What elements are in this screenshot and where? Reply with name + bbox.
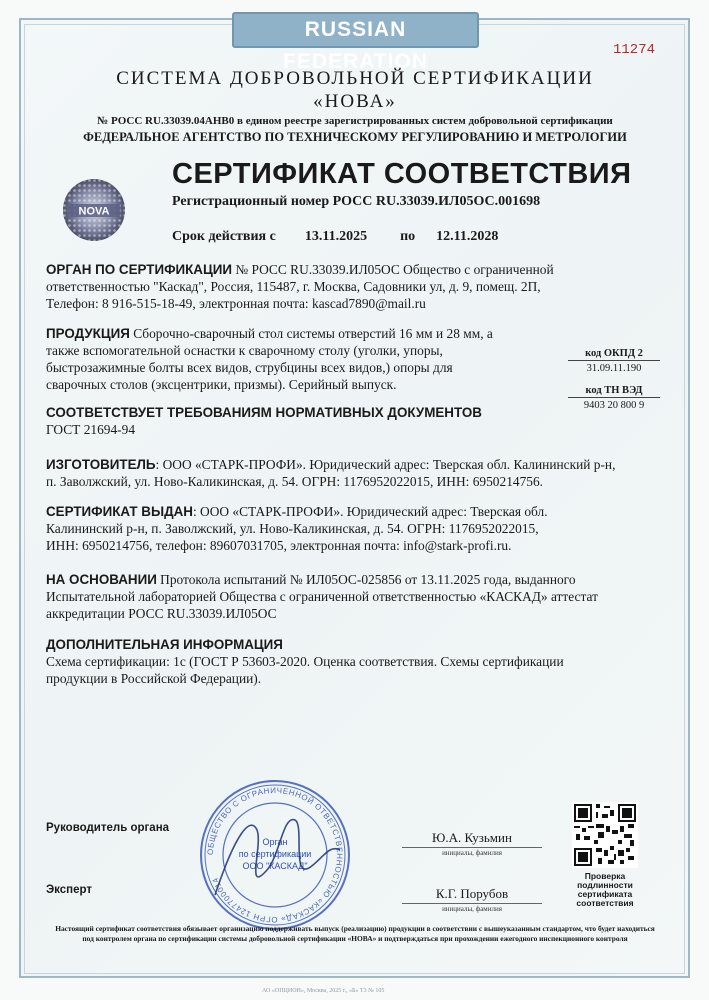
basis-label: НА ОСНОВАНИИ (46, 572, 157, 587)
head-name-caption: инициалы, фамилия (442, 849, 502, 857)
verification-qr-code[interactable] (572, 802, 638, 868)
organ-stamp (195, 775, 355, 935)
qr-caption (560, 872, 650, 908)
issued-to-text-line2: Калининский р-н, п. Заволжский, ул. Ново-Каликинская, д. 54. ОГРН: 1176952022015, (46, 521, 539, 536)
product-text-line2: также вспомогательной оснастки к сварочному столу (уголки, упоры, (46, 343, 443, 358)
issued-to-label: СЕРТИФИКАТ ВЫДАН (46, 504, 193, 519)
head-name: Ю.А. Кузьмин (432, 830, 512, 845)
issued-to-section (46, 503, 664, 554)
system-title-line2: «НОВА» (313, 91, 397, 112)
manufacturer-text-line1: : ООО «СТАРК-ПРОФИ». Юридический адрес: Тверская обл. Калининский р-н, (155, 457, 616, 472)
expert-name: К.Г. Порубов (435, 886, 509, 901)
product-text-line3: быстрозажимные болты всех видов, струбцины всех видов,) опоры для (46, 360, 453, 375)
nova-hologram-logo (62, 178, 126, 242)
requirements-section (46, 404, 664, 438)
expert-signature-line (402, 903, 542, 904)
organ-text-line2: ответственностью "Каскад", Россия, 115487, г. Москва, Садовники ул, д. 9, помещ. 2П, (46, 279, 541, 294)
valid-to-date: 12.11.2028 (436, 229, 499, 244)
stamp-ring-text: ОБЩЕСТВО С ОГРАНИЧЕННОЙ ОТВЕТСТВЕННОСТЬЮ «КАСКАД» ОГРН 1247700014 (205, 785, 345, 925)
product-section (46, 325, 561, 393)
footer-line2: под контролем органа по сертификации системы добровольной сертификации «НОВА» и подтверждаться при прохождении ежегодного инспекционного контроля (82, 934, 628, 943)
basis-text-line3: аккредитации РОСС RU.33039.ИЛ05ОС (46, 606, 277, 621)
okpd-label: код ОКПД 2 (568, 348, 660, 361)
printer-imprint: АО «ОПЦИОН», Москва, 2025 г., «Б» Т3 № 105 (262, 988, 385, 994)
registration-number (172, 194, 540, 210)
validity-label: Срок действия с (172, 229, 276, 244)
logo-text: NOVA (78, 205, 110, 218)
stamp-center-line3: ООО "КАСКАД" (242, 861, 308, 871)
expert-role: Эксперт (46, 884, 93, 896)
qr-caption-line2: подлинности (577, 880, 633, 890)
head-signature-line (402, 847, 542, 848)
requirements-label: СООТВЕТСТВУЕТ ТРЕБОВАНИЯМ НОРМАТИВНЫХ ДОКУМЕНТОВ (46, 405, 482, 420)
tnved-value: 9403 20 800 9 (583, 400, 645, 411)
qr-caption-line4: соответствия (576, 898, 634, 908)
country-banner: RUSSIAN FEDERATION (232, 12, 479, 48)
organ-text-line1: № РОСС RU.33039.ИЛ05ОС Общество с ограниченной (232, 262, 554, 277)
footer-notice (54, 924, 656, 944)
registration-number-value: РОСС RU.33039.ИЛ05ОС.001698 (332, 194, 541, 209)
additional-text-line2: продукции в Российской Федерации). (46, 671, 262, 686)
okpd-value: 31.09.11.190 (586, 363, 642, 374)
tnved-label: код ТН ВЭД (568, 385, 660, 398)
organ-label: ОРГАН ПО СЕРТИФИКАЦИИ (46, 262, 233, 277)
qr-caption-line3: сертификата (577, 889, 633, 899)
basis-text-line2: Испытательной лабораторией Общества с ограниченной ответственностью «КАСКАД» аттестат (46, 589, 598, 604)
basis-text-line1: Протокола испытаний № ИЛ05ОС-025856 от 13.11.2025 года, выданного (156, 572, 576, 587)
footer-line1: Настоящий сертификат соответствия обязывает организацию поддерживать выпуск (реализацию) продукции в соответствии с вышеуказанным стандартом, что будет находиться (55, 924, 655, 933)
qr-caption-line1: Проверка (584, 871, 626, 881)
valid-from-date: 13.11.2025 (304, 229, 368, 244)
system-registry-line: № РОСС RU.33039.04АНВ0 в едином реестре зарегистрированных систем добровольной сертификации (97, 115, 613, 127)
organ-section (46, 261, 664, 312)
manufacturer-label: ИЗГОТОВИТЕЛЬ (46, 457, 156, 472)
expert-name-caption: инициалы, фамилия (442, 905, 502, 913)
registration-number-label: Регистрационный номер (172, 194, 330, 209)
system-title-line1: СИСТЕМА ДОБРОВОЛЬНОЙ СЕРТИФИКАЦИИ (116, 68, 594, 89)
additional-section (46, 636, 664, 687)
okpd-code (568, 348, 660, 374)
organ-text-line3: Телефон: 8 916-515-18-49, электронная почта: kascad7890@mail.ru (46, 296, 426, 311)
product-label: ПРОДУКЦИЯ (46, 326, 130, 341)
agency-line: ФЕДЕРАЛЬНОЕ АГЕНТСТВО ПО ТЕХНИЧЕСКОМУ РЕГУЛИРОВАНИЮ И МЕТРОЛОГИИ (83, 130, 627, 144)
manufacturer-text-line2: п. Заволжский, ул. Ново-Каликинская, д. 54. ОГРН: 1176952022015, ИНН: 6950214756. (46, 474, 544, 489)
issued-to-text-line1: : ООО «СТАРК-ПРОФИ». Юридический адрес: Тверская обл. (192, 504, 548, 519)
product-text-line1: Сборочно-сварочный стол системы отверстий 16 мм и 28 мм, а (129, 326, 493, 341)
additional-text-line1: Схема сертификации: 1с (ГОСТ Р 53603-2020. Оценка соответствия. Схемы сертификации (46, 654, 564, 669)
validity-to-label: по (400, 229, 416, 244)
basis-section (46, 571, 664, 622)
issued-to-text-line3: ИНН: 6950214756, телефон: 89607031705, электронная почта: info@stark-profi.ru. (46, 538, 512, 553)
requirements-text: ГОСТ 21694-94 (46, 422, 136, 437)
serial-number: 11274 (613, 42, 656, 58)
manufacturer-section (46, 456, 664, 490)
head-role: Руководитель органа (46, 822, 170, 834)
product-text-line4: сварочных столов (эксцентрики, призмы). Серийный выпуск. (46, 377, 397, 392)
validity-period (172, 229, 498, 245)
stamp-center-line1: Орган (262, 837, 288, 847)
stamp-center-line2: по сертификации (238, 849, 312, 859)
certificate-title: СЕРТИФИКАТ СООТВЕТСТВИЯ (172, 158, 632, 190)
additional-label: ДОПОЛНИТЕЛЬНАЯ ИНФОРМАЦИЯ (46, 637, 283, 652)
